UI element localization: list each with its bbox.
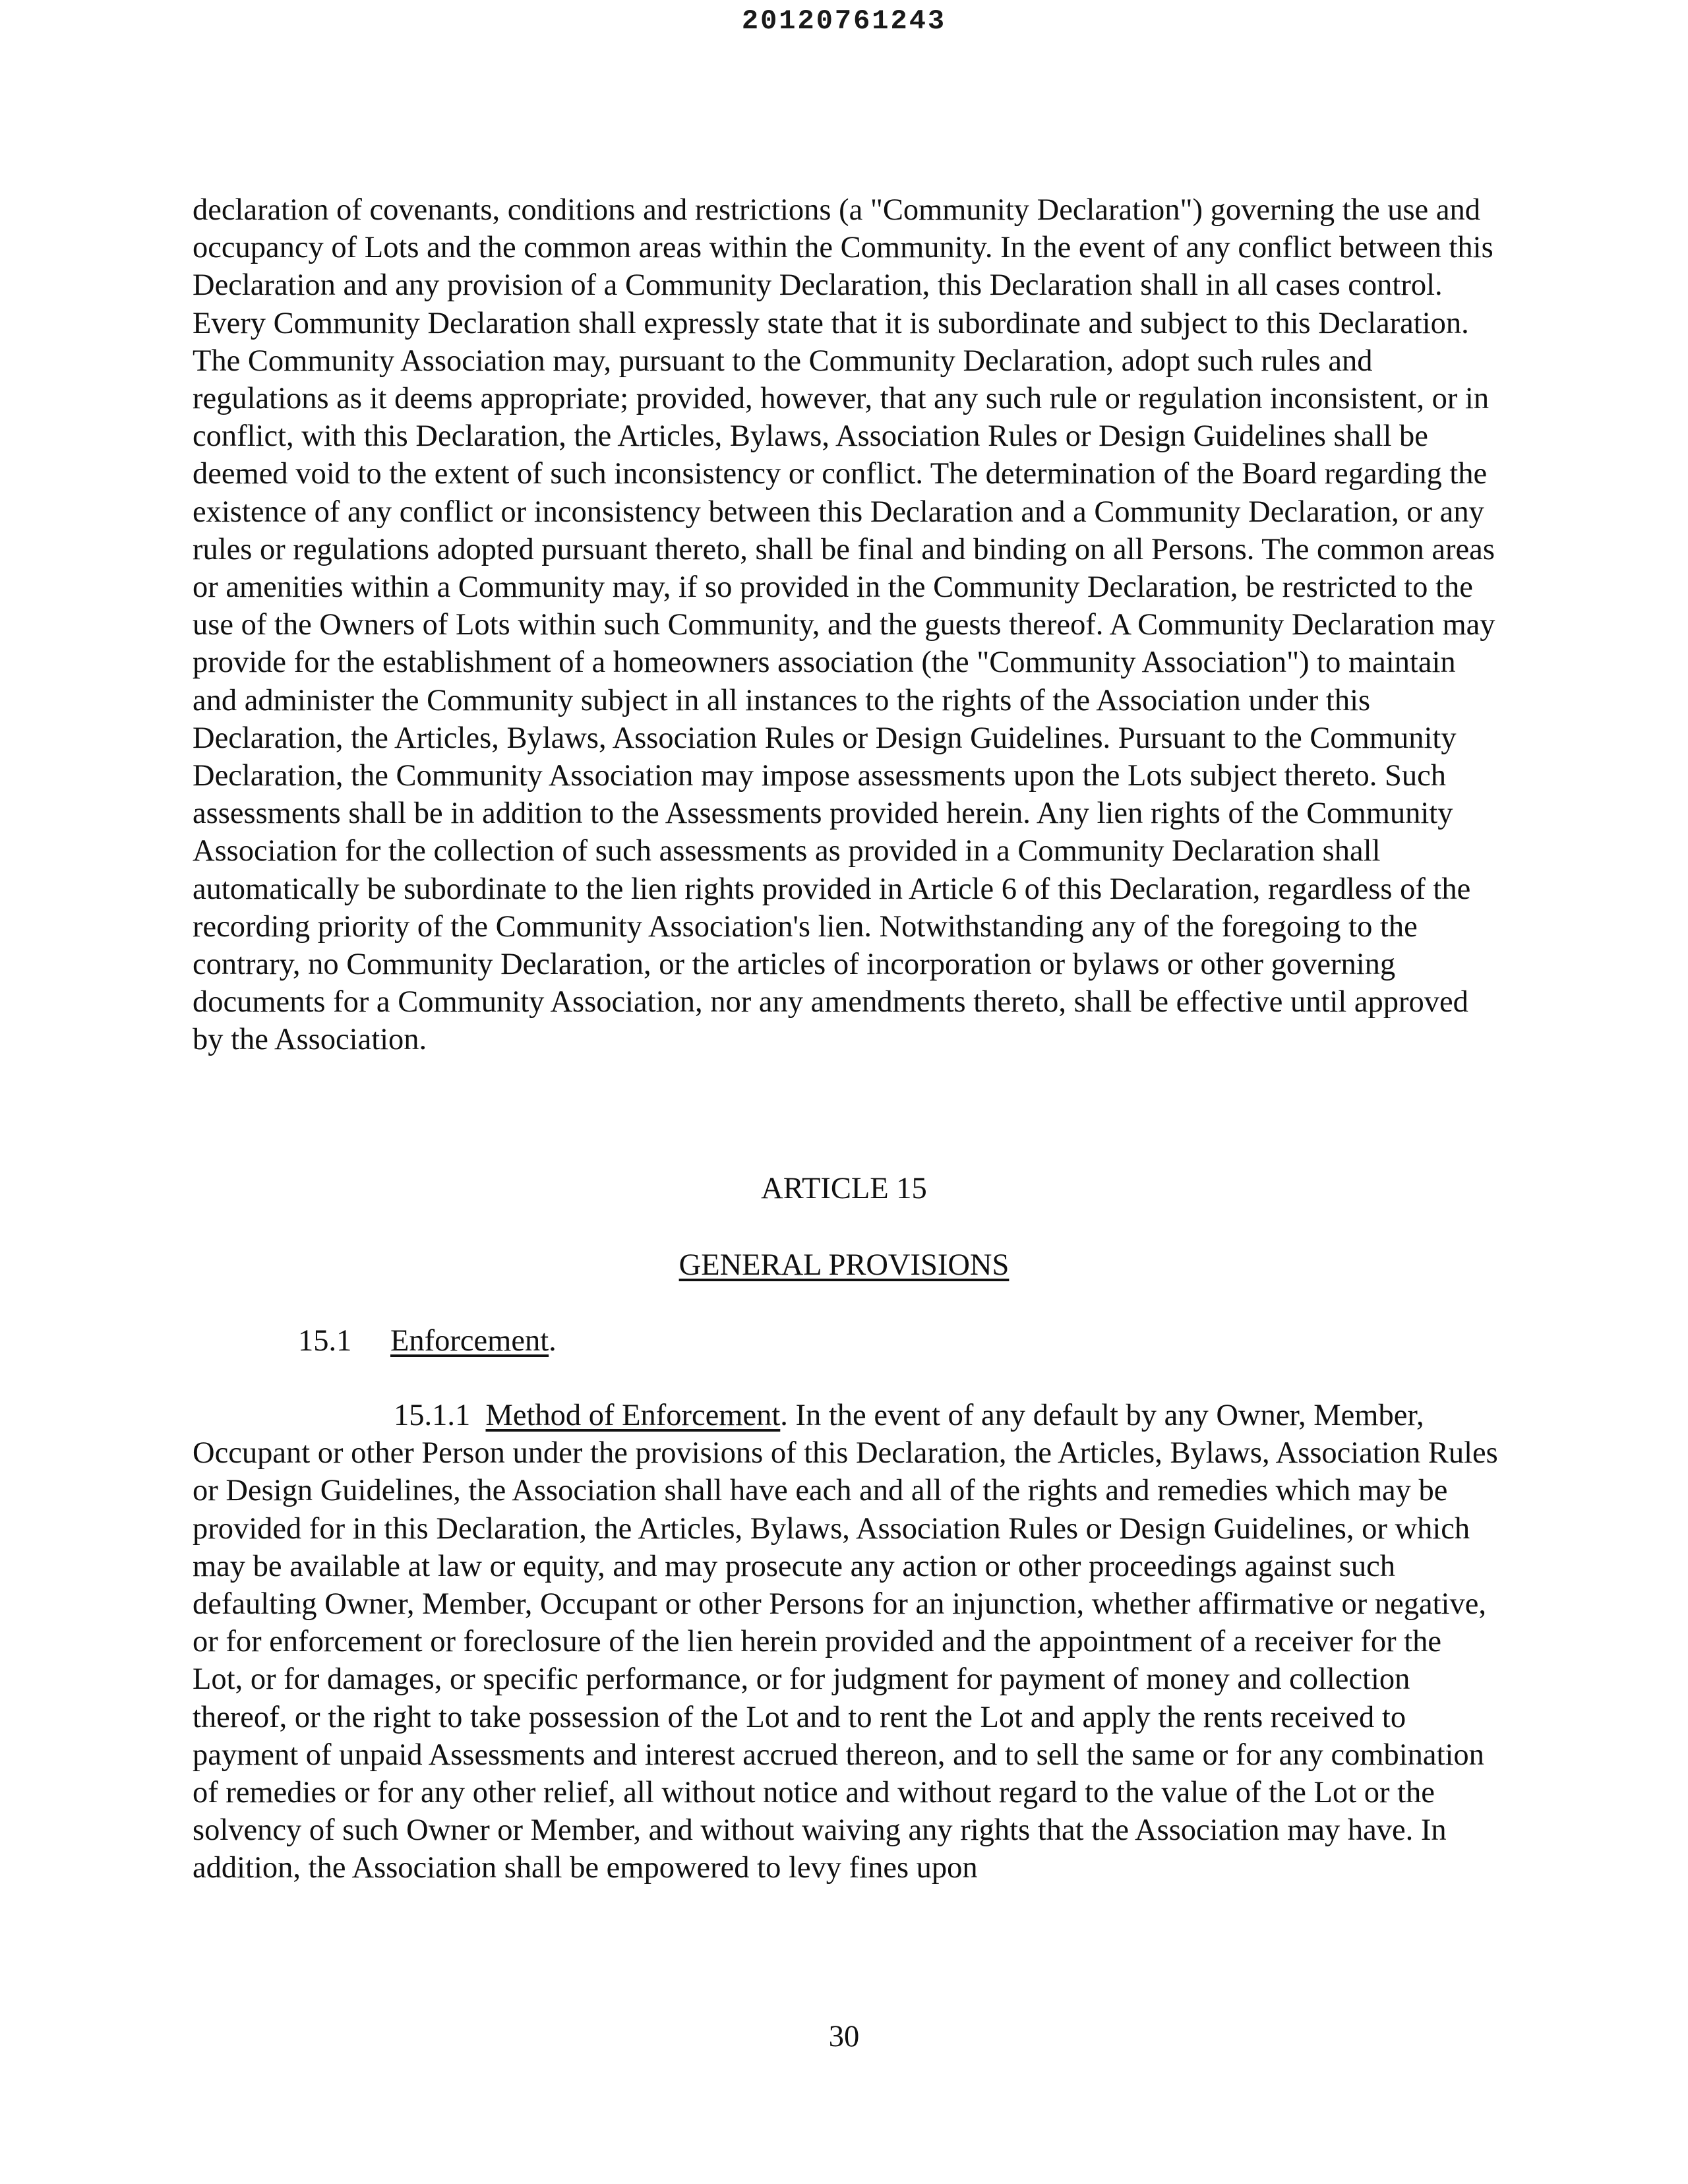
subsection-text: In the event of any default by any Owner, Member, Occupant or other Person under the provisions of this Declaration, the Articles, Bylaws, Association Rules or Design Guidelines, the Association shall have each and all of the rights and remedies which may be provided for in this Declaration, the Articles, Bylaws, Association Rules or Design Guidelines, or which may be available at law or equity, and may prosecute any action or other proceedings against such defaulting Owner, Member, Occupant or other Persons for an injunction, whether affirmative or negative, or for enforcement or foreclosure of the lien herein provided and the appointment of a receiver for the Lot, or for damages, or specific performance, or for judgment for payment of money and collection thereof, or the right to take possession of the Lot and to rent the Lot and apply the rents received to payment of unpaid Assessments and interest accrued thereon, and to sell the same or for any combination of remedies or for any other relief, all without notice and without regard to the value of the Lot or the solvency of such Owner or Member, and without waiving any rights that the Association may have. In addition, the Association shall be empowered to levy fines upon	[193, 1399, 1498, 1885]
section-title: Enforcement	[390, 1324, 549, 1358]
subsection-title: Method of Enforcement	[485, 1399, 781, 1432]
body-paragraph-method-of-enforcement	[193, 1397, 1498, 1887]
body-paragraph-community-declaration: declaration of covenants, conditions and restrictions (a "Community Declaration") governing the use and occupancy of Lots and the common areas within the Community. In the event of any conflict between this Declaration and any provision of a Community Declaration, this Declaration shall in all cases control. Every Community Declaration shall expressly state that it is subordinate and subject to this Declaration. The Community Association may, pursuant to the Community Declaration, adopt such rules and regulations as it deems appropriate; provided, however, that any such rule or regulation inconsistent, or in conflict, with this Declaration, the Articles, Bylaws, Association Rules or Design Guidelines shall be deemed void to the extent of such inconsistency or conflict. The determination of the Board regarding the existence of any conflict or inconsistency between this Declaration and a Community Declaration, or any rules or regulations adopted pursuant thereto, shall be final and binding on all Persons. The common areas or amenities within a Community may, if so provided in the Community Declaration, be restricted to the use of the Owners of Lots within such Community, and the guests thereof. A Community Declaration may provide for the establishment of a homeowners association (the "Community Association") to maintain and administer the Community subject in all instances to the rights of the Association under this Declaration, the Articles, Bylaws, Association Rules or Design Guidelines. Pursuant to the Community Declaration, the Community Association may impose assessments upon the Lots subject thereto. Such assessments shall be in addition to the Assessments provided herein. Any lien rights of the Community Association for the collection of such assessments as provided in a Community Declaration shall automatically be subordinate to the lien rights provided in Article 6 of this Declaration, regardless of the recording priority of the Community Association's lien. Notwithstanding any of the foregoing to the contrary, no Community Declaration, or the articles of incorporation or bylaws or other governing documents for a Community Association, nor any amendments thereto, shall be effective until approved by the Association.	[193, 193, 1495, 1057]
subsection-title-suffix: .	[780, 1399, 788, 1432]
subsection-number: 15.1.1	[394, 1399, 471, 1432]
article-heading: GENERAL PROVISIONS	[678, 1248, 1010, 1282]
article-title: ARTICLE 15	[761, 1172, 927, 1205]
section-title-suffix: .	[549, 1324, 557, 1358]
page-number: 30	[828, 2020, 860, 2053]
section-number: 15.1	[298, 1324, 352, 1358]
document-number: 20120761243	[741, 5, 947, 37]
section-heading	[298, 1322, 557, 1360]
